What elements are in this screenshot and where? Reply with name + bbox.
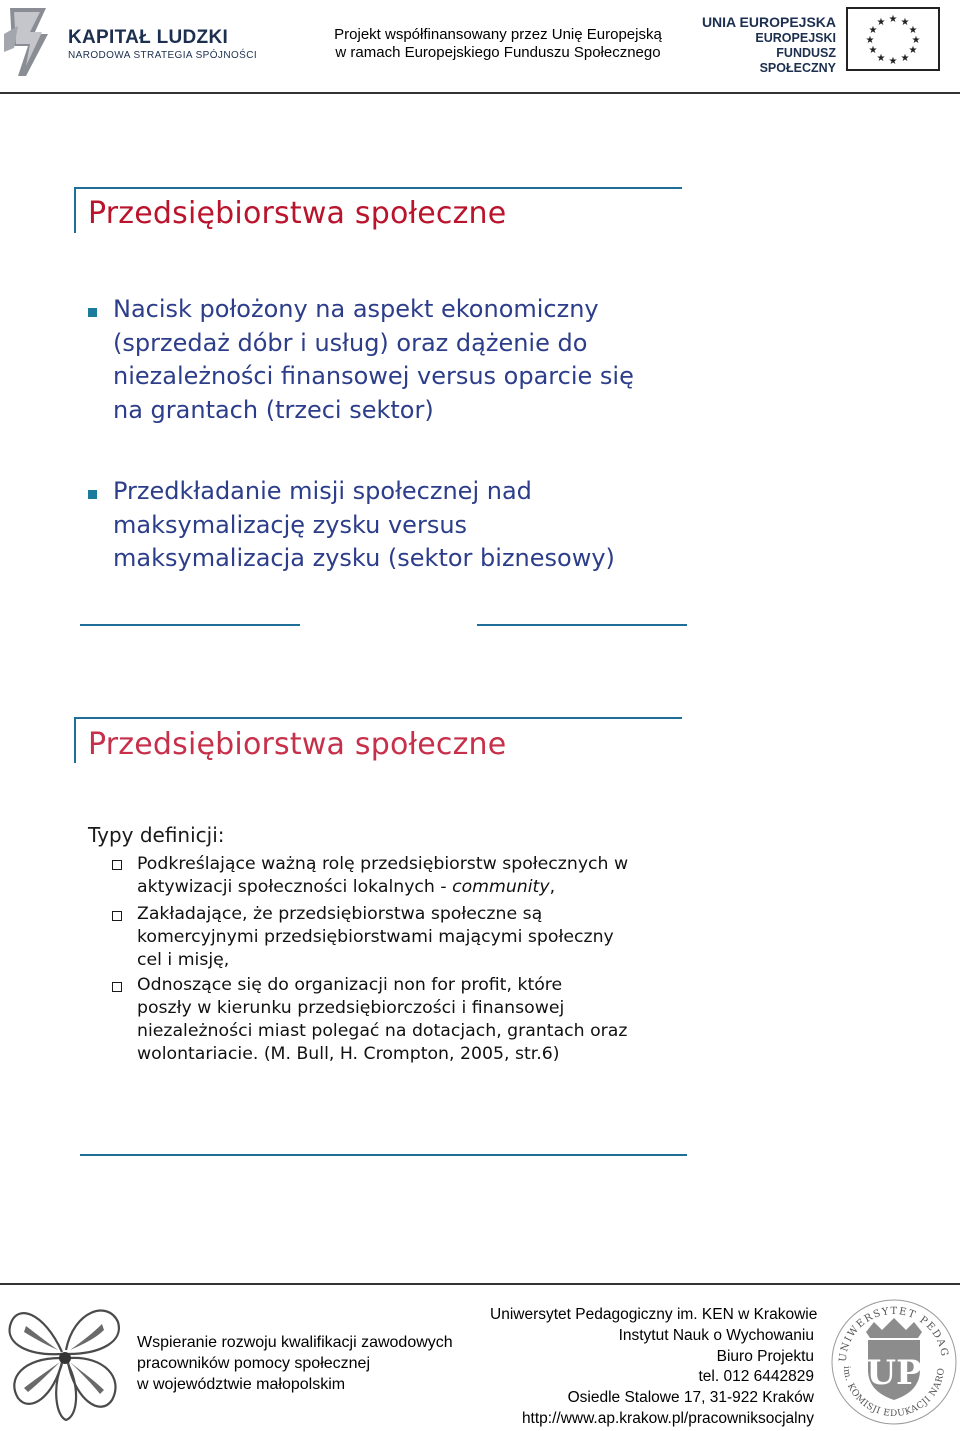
svg-text:★: ★ [911,35,921,46]
bullet-1-line: niezależności finansowej versus oparcie się [113,362,634,390]
bullet-1-line: (sprzedaż dóbr i usług) oraz dążenie do [113,328,588,357]
university-seal-icon [830,1292,958,1427]
definition-2-line: Zakładające, że przedsiębiorstwa społeczne są [137,904,543,924]
svg-text:★: ★ [868,25,878,36]
project-funding-note [328,26,668,62]
definition-1-punct: , [549,877,556,897]
seal-top-text: UNIWERSYTET PEDAG [837,1305,950,1363]
community-term: community [452,877,550,897]
slide1-bottom-rule-left [80,624,300,626]
footer-left-line: pracowników pomocy społecznej [137,1355,370,1372]
svg-text:★: ★ [868,45,878,56]
eu-flag-icon [846,7,940,71]
svg-text:★: ★ [888,14,898,25]
svg-text:★: ★ [876,17,886,28]
footer-left-line: Wspieranie rozwoju kwalifikacji zawodowych [137,1334,453,1351]
seal-bottom-text: im. KOMISJI EDUKACJI NARO [840,1365,948,1420]
checkbox-bullet-icon [112,860,122,870]
slide2-bottom-rule [80,1154,687,1156]
footer-contact-info [490,1305,818,1430]
seal-letters: UP [866,1353,922,1393]
definition-1-line: Podkreślające ważną rolę przedsiębiorstw społecznych w [137,854,629,874]
definition-3-line: poszły w kierunku przedsiębiorczości i finansowej [137,998,565,1018]
definition-item-3 [137,974,627,1066]
slide2-frame-top [74,717,682,719]
definition-2-line: cel i misję, [137,950,230,970]
address: Osiedle Stalowe 17, 31-922 Kraków [567,1389,814,1407]
svg-text:★: ★ [900,17,910,28]
checkbox-bullet-icon [112,911,122,921]
slide2-frame-left [74,717,76,763]
slide1-frame-left [74,187,76,233]
footer-left-line: w województwie małopolskim [137,1376,346,1393]
footer-project-info [137,1332,453,1395]
pansy-flower-logo-icon [4,1292,126,1424]
svg-text:★: ★ [900,53,910,64]
definition-3-line: Odnoszące się do organizacji non for profit, które [137,975,563,995]
eu-line-2: EUROPEJSKI [755,31,836,45]
slide1-bullet-2 [113,475,615,576]
website-link[interactable]: http://www.ap.krakow.pl/pracowniksocjalny [521,1409,814,1427]
eu-line-1: UNIA EUROPEJSKA [701,14,836,30]
definition-2-line: komercyjnymi przedsiębiorstwami mającymi społeczny [137,927,614,947]
logo-title: KAPITAŁ LUDZKI [68,27,229,48]
svg-text:★: ★ [908,45,918,56]
bullet-2-line: maksymalizację zysku versus [113,510,468,539]
bullet-square-icon [88,308,97,317]
bullet-square-icon [88,490,97,499]
bullet-1-line: Nacisk położony na aspekt ekonomiczny [113,295,599,323]
definition-item-2 [137,903,614,972]
slide1-bottom-rule-right [477,624,687,626]
svg-text:★: ★ [888,56,898,67]
svg-text:★: ★ [876,53,886,64]
definition-1-line [137,876,628,899]
definition-item-1 [137,853,628,899]
footer-divider [0,1283,960,1285]
logo-subtitle: NARODOWA STRATEGIA SPÓJNOŚCI [68,50,258,61]
bullet-2-line: Przedkładanie misji społecznej nad [113,477,532,505]
definition-3-line: wolontariacie. (M. Bull, H. Crompton, 2005, str.6) [137,1044,560,1064]
project-office: Biuro Projektu [716,1347,814,1365]
checkbox-bullet-icon [112,982,122,992]
svg-text:★: ★ [865,35,875,46]
eu-label [700,14,836,76]
definition-3-line: niezależności miast polegać na dotacjach, grantach oraz [137,1021,628,1041]
slide1-frame-top [74,187,682,189]
project-line-1: Projekt współfinansowany przez Unię Europejską [334,26,662,43]
project-line-2: w ramach Europejskiego Funduszu Społecznego [335,44,661,61]
phone-number: tel. 012 6442829 [698,1368,814,1386]
definition-types-heading: Typy definicji: [88,823,225,847]
definition-1-text: aktywizacji społeczności lokalnych - [137,877,453,897]
slide1-title: Przedsiębiorstwa społeczne [88,196,507,231]
institute-name: Instytut Nauk o Wychowaniu [618,1326,814,1344]
bullet-2-line: maksymalizacja zysku (sektor biznesowy) [113,544,615,572]
university-name: Uniwersytet Pedagogiczny im. KEN w Krakowie [490,1306,818,1323]
slide1-bullet-1 [113,293,634,427]
header-divider [0,92,960,94]
kapital-ludzki-logo-icon [4,4,62,80]
svg-text:★: ★ [908,25,918,36]
eu-line-3: FUNDUSZ SPOŁECZNY [759,46,836,75]
bullet-1-line: na grantach (trzeci sektor) [113,395,434,424]
slide2-title: Przedsiębiorstwa społeczne [88,727,507,762]
